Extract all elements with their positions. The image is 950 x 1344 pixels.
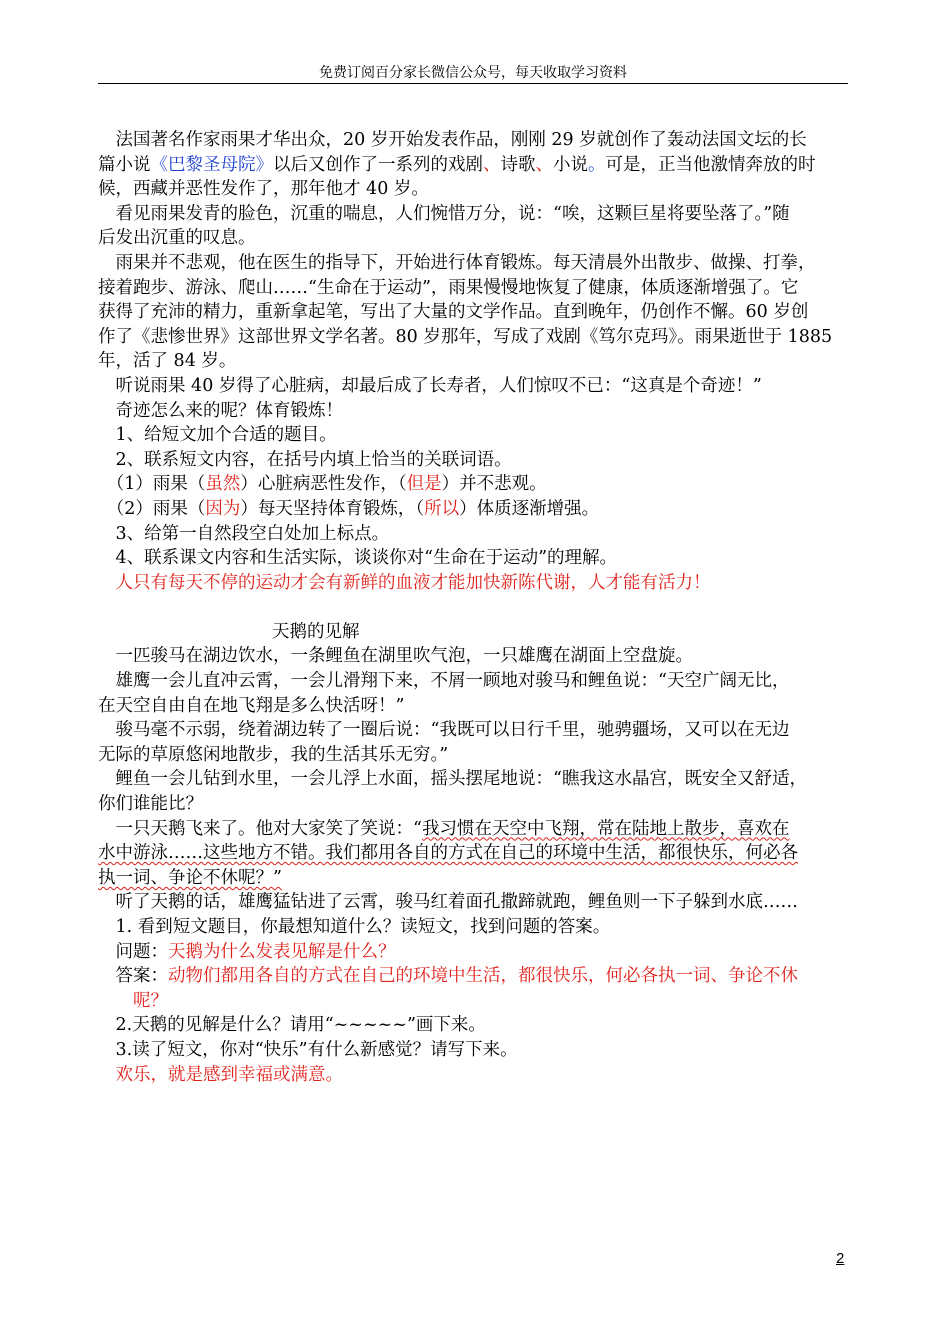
answer-line: 呢？ [98, 990, 168, 1011]
text-segment: 小说 [553, 154, 588, 175]
question-1: 1、给短文加个合适的题目。 [98, 425, 337, 446]
page-number: 2 [836, 1250, 845, 1267]
text-segment: 一只天鹅飞来了。他对大家笑了笑说：“ [98, 818, 422, 839]
paragraph-line [98, 817, 848, 842]
question-2: 2.天鹅的见解是什么？请用“~~~~~”画下来。 [98, 1015, 486, 1036]
paragraph-line: 奇迹怎么来的呢？体育锻炼！ [98, 400, 343, 421]
text-segment: ）体质逐渐增强。 [459, 498, 600, 519]
paragraph-line: 年，活了 84 岁。 [98, 351, 237, 372]
answer-word: 所以 [424, 498, 460, 519]
paragraph-line: 听了天鹅的话，雄鹰猛钻进了云霄，骏马红着面孔撒蹄就跑，鲤鱼则一下子躲到水底…… [98, 892, 798, 913]
story-title: 天鹅的见解 [272, 621, 360, 642]
question-2-item-1 [98, 472, 848, 497]
wavy-underlined-text: 执一词、争论不休呢？” [98, 867, 282, 888]
book-title: 《巴黎圣母院》 [150, 154, 273, 175]
question-3: 3.读了短文，你对“快乐”有什么新感觉？请写下来。 [98, 1039, 518, 1060]
question-line [98, 940, 848, 965]
question-2: 2、联系短文内容，在括号内填上恰当的关联词语。 [98, 449, 512, 470]
question-4: 4、联系课文内容和生活实际，谈谈你对“生命在于运动”的理解。 [98, 548, 618, 569]
paragraph-line: 获得了充沛的精力，重新拿起笔，写出了大量的文学作品。直到晚年，仍创作不懈。60 岁创 [98, 302, 809, 323]
answer-text: 人只有每天不停的运动才会有新鲜的血液才能加快新陈代谢，人才能有活力！ [98, 572, 711, 593]
answer-text: 天鹅为什么发表见解是什么？ [168, 941, 396, 962]
inserted-punctuation: 。 [588, 154, 606, 175]
paragraph-line: 你们谁能比？ [98, 794, 203, 815]
inserted-punctuation: 、 [483, 154, 501, 175]
paragraph-line: 在天空自由自在地飞翔是多么快活呀！” [98, 695, 405, 716]
text-segment: （1）雨果（ [98, 474, 206, 495]
wavy-underlined-text: 水中游泳……这些地方不错。我们都用各自的方式在自己的环境中生活，都很快乐，何必各 [98, 843, 798, 864]
paragraph-line: 后发出沉重的叹息。 [98, 228, 256, 249]
text-segment: 以后又创作了一系列的戏剧 [273, 154, 483, 175]
answer-text: 动物们都用各自的方式在自己的环境中生活，都很快乐，何必各执一词、争论不休 [168, 966, 798, 987]
header-rule [98, 83, 848, 84]
question-3: 3、给第一自然段空白处加上标点。 [98, 523, 390, 544]
text-segment: 篇小说 [98, 154, 151, 175]
label: 问题： [98, 941, 168, 962]
inserted-punctuation: 、 [535, 154, 553, 175]
paragraph-line: 骏马毫不示弱，绕着湖边转了一圈后说：“我既可以日行千里，驰骋疆场，又可以在无边 [98, 720, 790, 741]
paragraph-line: 看见雨果发青的脸色，沉重的喘息，人们惋惜万分，说：“唉，这颗巨星将要坠落了。”随 [98, 203, 790, 224]
paragraph-line: 雨果并不悲观，他在医生的指导下，开始进行体育锻炼。每天清晨外出散步、做操、打拳， [98, 252, 816, 273]
page-header: 免费订阅百分家长微信公众号，每天收取学习资料 [319, 65, 627, 81]
question-2-item-2 [98, 497, 848, 522]
text-segment: 可是，正当他激情奔放的时 [605, 154, 816, 175]
text-segment: （2）雨果（ [98, 498, 206, 519]
paragraph-line: 雄鹰一会儿直冲云霄，一会儿滑翔下来，不屑一顾地对骏马和鲤鱼说：“天空广阔无比， [98, 671, 790, 692]
text-segment: ）每天坚持体育锻炼，（ [240, 498, 425, 519]
wavy-underlined-text: 我习惯在天空中飞翔，常在陆地上散步，喜欢在 [421, 818, 790, 839]
paragraph-line: 一匹骏马在湖边饮水，一条鲤鱼在湖里吹气泡，一只雄鹰在湖面上空盘旋。 [98, 646, 693, 667]
answer-word: 但是 [406, 474, 442, 495]
paragraph-line: 候，西藏并恶性发作了，那年他才 40 岁。 [98, 179, 429, 200]
question-1: 1. 看到短文题目，你最想知道什么？读短文，找到问题的答案。 [98, 917, 611, 937]
answer-word: 虽然 [205, 474, 241, 495]
paragraph-line: 接着跑步、游泳、爬山……“生命在于运动”，雨果慢慢地恢复了健康，体质逐渐增强了。它 [98, 277, 799, 298]
paragraph-line [98, 841, 848, 866]
document-body [98, 128, 848, 1087]
text-segment: ）并不悲观。 [441, 474, 547, 495]
paragraph-line: 作了《悲惨世界》这部世界文学名著。80 岁那年，写成了戏剧《笃尔克玛》。雨果逝世于 1885 [98, 326, 833, 347]
paragraph-line: 鲤鱼一会儿钻到水里，一会儿浮上水面，摇头摆尾地说：“瞧我这水晶宫，既安全又舒适， [98, 769, 807, 790]
answer-text: 欢乐，就是感到幸福或满意。 [98, 1064, 343, 1085]
spacer [98, 595, 848, 620]
paragraph-line: 法国著名作家雨果才华出众，20 岁开始发表作品，刚刚 29 岁就创作了轰动法国文坛的长 [98, 130, 807, 150]
text-segment: ）心脏病恶性发作，（ [240, 474, 407, 495]
paragraph-line: 无际的草原悠闲地散步，我的生活其乐无穷。” [98, 744, 449, 765]
text-segment: 诗歌 [500, 154, 536, 175]
paragraph-line [98, 866, 848, 891]
paragraph-line [98, 153, 848, 178]
label: 答案： [98, 966, 168, 987]
answer-line [98, 964, 848, 989]
paragraph-line: 听说雨果 40 岁得了心脏病，却最后成了长寿者，人们惊叹不已：“这真是个奇迹！” [98, 375, 762, 396]
answer-word: 因为 [205, 498, 241, 519]
